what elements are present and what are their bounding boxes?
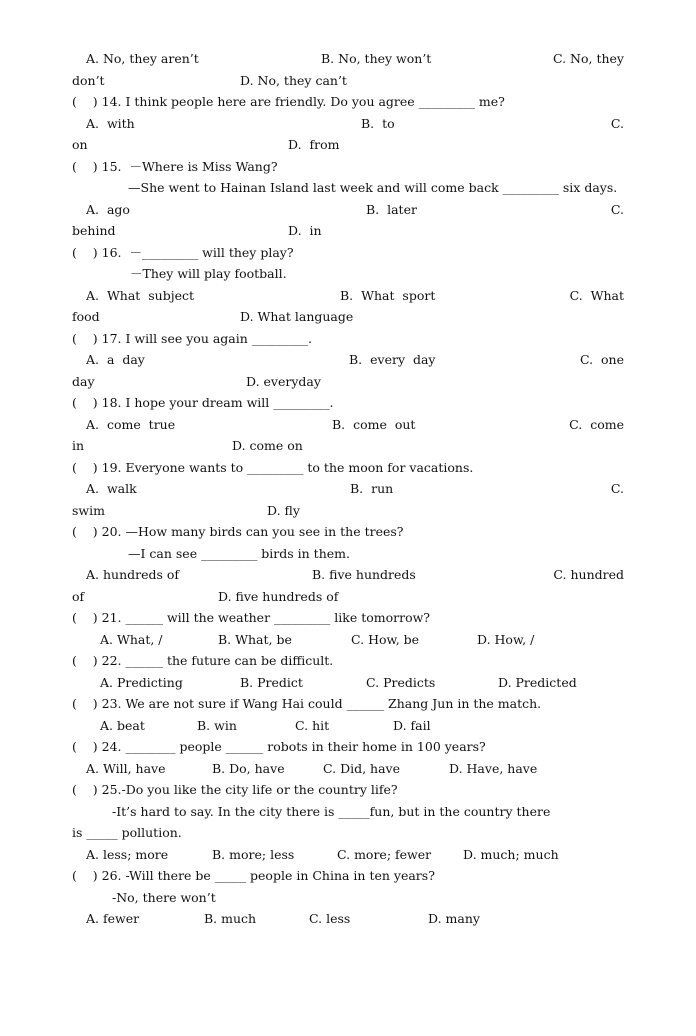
q26-stem: ( ) 26. -Will there be _____ people in China in ten years? bbox=[72, 868, 435, 883]
q24-stem: ( ) 24. ________ people ______ robots in their home in 100 years? bbox=[72, 739, 486, 754]
q21-options bbox=[72, 629, 624, 650]
q26-option-c: C. less bbox=[309, 911, 351, 926]
q13-options bbox=[72, 48, 624, 69]
q24-option-b: B. Do, have bbox=[212, 760, 285, 776]
q20-stem-answer: —I can see _________ birds in them. bbox=[128, 545, 350, 561]
q15-option-c: C. bbox=[610, 201, 624, 217]
q19-option-c: C. bbox=[610, 481, 624, 496]
q18-option-c: C. come bbox=[569, 416, 624, 432]
q26-stem-answer: -No, there won’t bbox=[112, 889, 216, 905]
q15-options-line2 bbox=[72, 220, 624, 241]
q16-stem: ( ) 16. －_________ will they play? bbox=[72, 244, 294, 260]
q22-options bbox=[72, 672, 624, 693]
q13-option-c-cont: don’t bbox=[72, 72, 105, 88]
q18-options bbox=[72, 414, 624, 435]
q18-option-d: D. come on bbox=[232, 438, 303, 453]
q20-stem: ( ) 20. —How many birds can you see in the trees? bbox=[72, 524, 404, 539]
q17-options-line2 bbox=[72, 371, 624, 392]
q26-option-d: D. many bbox=[428, 911, 480, 926]
q14-options-line2 bbox=[72, 134, 624, 155]
q21-option-a: A. What, / bbox=[100, 631, 163, 647]
q18-stem: ( ) 18. I hope your dream will _________. bbox=[72, 395, 334, 410]
q24-option-d: D. Have, have bbox=[449, 760, 538, 776]
q24-option-a: A. Will, have bbox=[86, 760, 166, 776]
q22-option-d: D. Predicted bbox=[498, 674, 577, 690]
q15-stem: ( ) 15. －Where is Miss Wang? bbox=[72, 158, 278, 174]
q23-option-c: C. hit bbox=[295, 717, 330, 733]
q22-option-c: C. Predicts bbox=[366, 674, 436, 690]
q21-option-d: D. How, / bbox=[477, 631, 535, 647]
q19-option-d: D. fly bbox=[267, 502, 300, 518]
q17-option-c: C. one bbox=[579, 352, 624, 367]
q18-option-a: A. come true bbox=[86, 416, 176, 432]
q19-option-c-cont: swim bbox=[72, 502, 105, 518]
q17-option-b: B. every day bbox=[349, 352, 436, 367]
q15-stem-answer: —She went to Hainan Island last week and will come back _________ six days. bbox=[128, 180, 618, 195]
q20-options bbox=[72, 564, 624, 585]
q17-option-a: A. a day bbox=[86, 352, 145, 367]
q18-option-c-cont: in bbox=[72, 438, 85, 453]
q14-option-a: A. with bbox=[86, 115, 135, 131]
q21-stem: ( ) 21. ______ will the weather _________ like tomorrow? bbox=[72, 610, 430, 625]
q25-option-d: D. much; much bbox=[463, 846, 559, 862]
q23-options bbox=[72, 715, 624, 736]
q16-option-a: A. What subject bbox=[86, 287, 195, 303]
q19-options-line2 bbox=[72, 500, 624, 521]
q14-option-b: B. to bbox=[361, 115, 395, 131]
q15-option-b: B. later bbox=[366, 201, 417, 217]
q25-options bbox=[72, 844, 624, 865]
q25-stem: ( ) 25.-Do you like the city life or the country life? bbox=[72, 782, 398, 797]
q13-option-d: D. No, they can’t bbox=[240, 72, 347, 88]
q16-option-b: B. What sport bbox=[340, 287, 436, 303]
q17-option-c-cont: day bbox=[72, 373, 95, 389]
q22-option-b: B. Predict bbox=[240, 674, 303, 690]
q13-option-a: A. No, they aren’t bbox=[86, 51, 199, 66]
q20-option-a: A. hundreds of bbox=[86, 567, 180, 582]
q23-option-d: D. fail bbox=[393, 717, 431, 733]
q18-option-b: B. come out bbox=[332, 416, 416, 432]
q26-option-b: B. much bbox=[204, 911, 257, 926]
q26-options bbox=[72, 908, 624, 929]
q15-option-d: D. in bbox=[288, 223, 322, 238]
q26-option-a: A. fewer bbox=[86, 911, 140, 926]
q25-stem-answer-cont: is _____ pollution. bbox=[72, 825, 182, 840]
q19-option-a: A. walk bbox=[86, 481, 137, 496]
q20-option-c: C. hundred bbox=[553, 567, 624, 582]
q16-options bbox=[72, 285, 624, 306]
q17-stem: ( ) 17. I will see you again _________. bbox=[72, 330, 312, 346]
q25-option-a: A. less; more bbox=[86, 846, 169, 862]
q18-options-line2 bbox=[72, 435, 624, 456]
q14-option-d: D. from bbox=[288, 137, 340, 152]
q20-options-line2 bbox=[72, 586, 624, 607]
q21-option-b: B. What, be bbox=[218, 631, 292, 647]
q22-stem: ( ) 22. ______ the future can be difficult. bbox=[72, 653, 334, 668]
q21-option-c: C. How, be bbox=[351, 631, 420, 647]
q13-option-b: B. No, they won’t bbox=[321, 51, 432, 66]
q19-option-b: B. run bbox=[350, 481, 394, 496]
q14-stem: ( ) 14. I think people here are friendly. Do you agree _________ me? bbox=[72, 94, 505, 109]
q23-option-b: B. win bbox=[197, 717, 237, 733]
q15-option-a: A. ago bbox=[86, 201, 130, 217]
q14-option-c: C. bbox=[610, 115, 624, 131]
q16-stem-answer: －They will play football. bbox=[130, 266, 287, 281]
q19-stem: ( ) 19. Everyone wants to _________ to the moon for vacations. bbox=[72, 459, 474, 475]
q13-options-line2 bbox=[72, 70, 624, 91]
q24-options bbox=[72, 758, 624, 779]
q15-options bbox=[72, 199, 624, 220]
q25-option-b: B. more; less bbox=[212, 846, 295, 862]
q15-option-c-cont: behind bbox=[72, 223, 116, 238]
q23-stem: ( ) 23. We are not sure if Wang Hai could ______ Zhang Jun in the match. bbox=[72, 696, 542, 711]
q20-option-c-cont: of bbox=[72, 588, 85, 604]
q16-option-c: C. What bbox=[569, 287, 624, 303]
q25-option-c: C. more; fewer bbox=[337, 846, 432, 862]
q14-option-c-cont: on bbox=[72, 137, 88, 152]
q25-stem-answer: -It’s hard to say. In the city there is _____fun, but in the country there bbox=[112, 803, 551, 819]
q16-option-d: D. What language bbox=[240, 309, 354, 324]
q13-option-c: C. No, they bbox=[552, 51, 624, 66]
q22-option-a: A. Predicting bbox=[100, 674, 183, 690]
q17-option-d: D. everyday bbox=[246, 373, 321, 389]
q20-option-d: D. five hundreds of bbox=[218, 588, 339, 604]
q24-option-c: C. Did, have bbox=[323, 760, 400, 776]
q14-options bbox=[72, 113, 624, 134]
q16-option-c-cont: food bbox=[72, 309, 100, 324]
q23-option-a: A. beat bbox=[100, 717, 145, 733]
q17-options bbox=[72, 349, 624, 370]
q19-options bbox=[72, 478, 624, 499]
q20-option-b: B. five hundreds bbox=[312, 567, 416, 582]
q16-options-line2 bbox=[72, 306, 624, 327]
